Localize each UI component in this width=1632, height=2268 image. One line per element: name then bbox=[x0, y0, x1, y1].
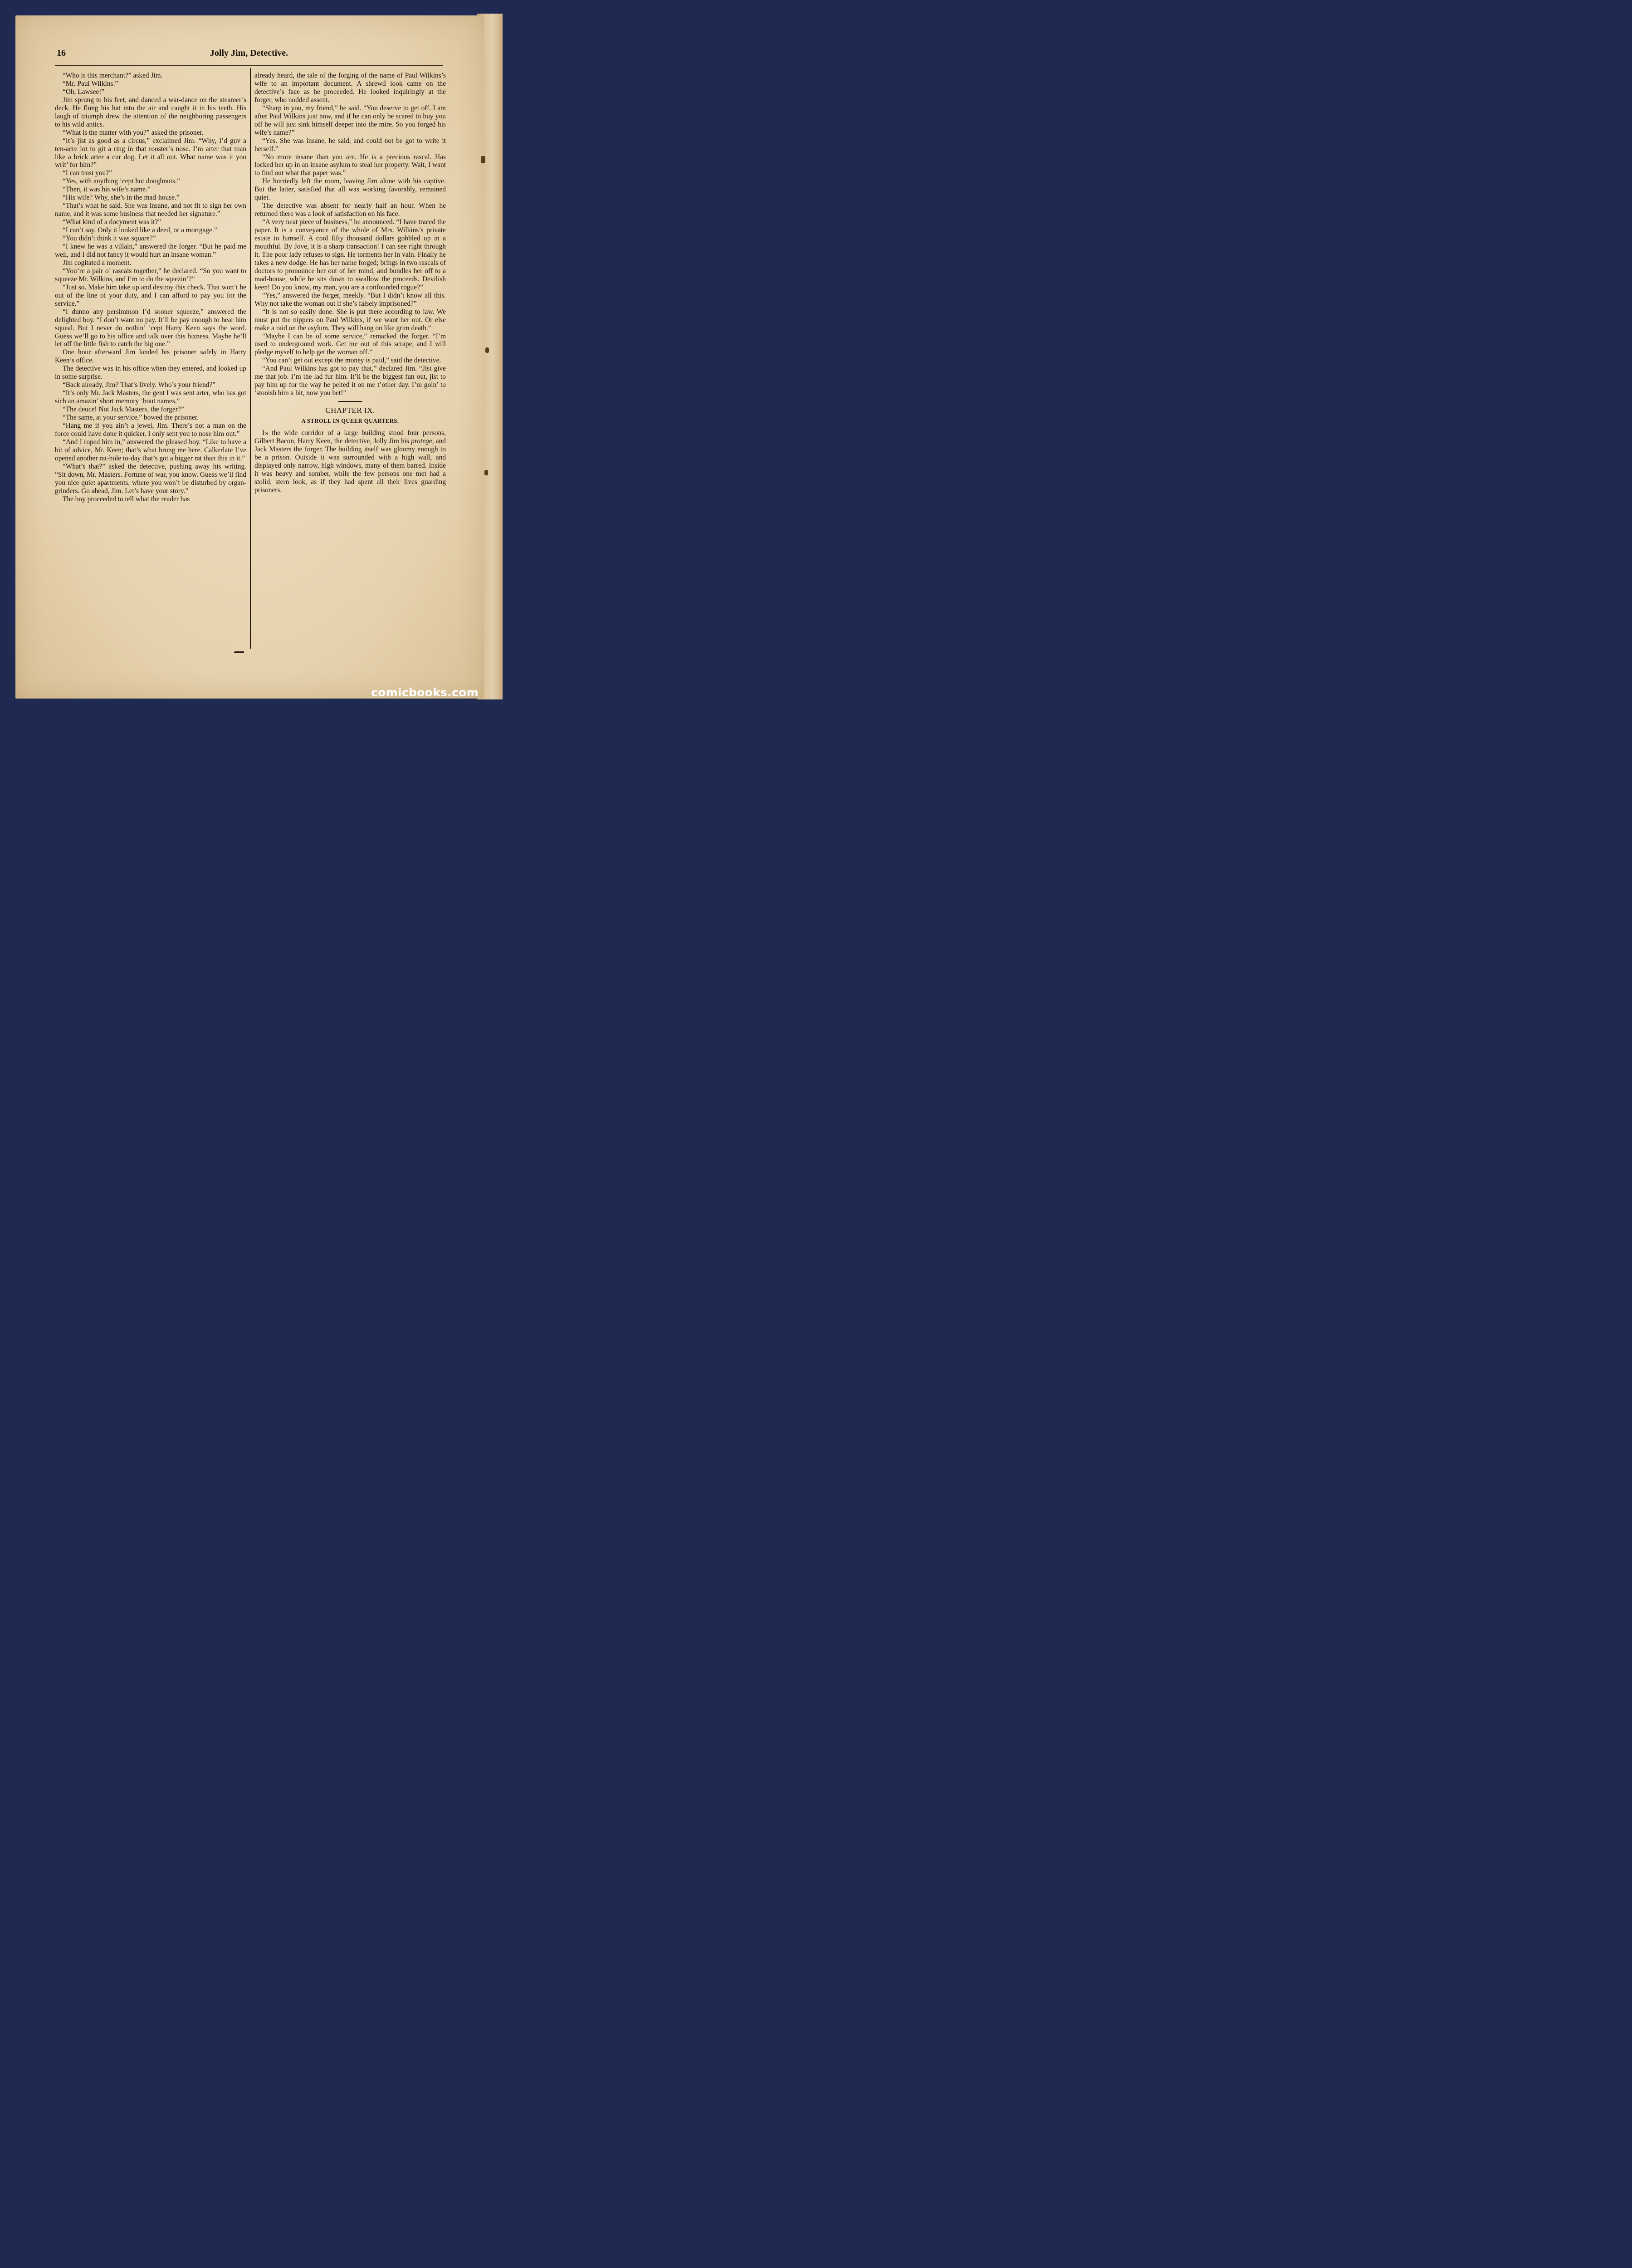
page-header bbox=[55, 47, 443, 61]
right-paragraphs bbox=[254, 72, 446, 397]
paragraph: “I can trust you?” bbox=[62, 169, 112, 177]
paragraph: “His wife? Why, she’s in the mad-house.” bbox=[62, 194, 180, 202]
paragraph: “Yes,” answered the forger, meekly. “But I didn’t know all this. Why not take the woman out if she’s falsely imprisoned?” bbox=[254, 291, 446, 308]
printer-mark bbox=[234, 651, 244, 653]
paragraph: “What is the matter with you?” asked the prisoner. bbox=[62, 128, 204, 137]
chapter-title: CHAPTER IX. bbox=[325, 406, 375, 415]
paragraph: “I can’t say. Only it looked like a deed, or a mortgage.” bbox=[62, 226, 217, 235]
paragraph: Jim cogitated a moment. bbox=[62, 259, 132, 267]
header-rule bbox=[55, 65, 443, 66]
binding-hole bbox=[484, 470, 488, 475]
paragraph: “No more insane than you are. He is a precious rascal. Has locked her up in an insane asylum to steal her property. Wait, I want to find out what that paper was.” bbox=[254, 153, 446, 177]
closing-text: , and Jack Masters the forger. The building itself was gloomy enough to be a prison. Outside it was surrounded with a high wall, and displayed only narrow, high windows, many of them barred. Inside it was heavy and somber, while the few persons one met had a stolid, stern look, as if they had spent all their lives guarding prisoners. bbox=[254, 437, 446, 494]
paragraph: “It’s only Mr. Jack Masters, the gent I was sent arter, who has got sich an amazin’ short memory ’bout names.” bbox=[55, 389, 246, 406]
paragraph: “Then, it was his wife’s name.” bbox=[62, 186, 151, 194]
paragraph: “That’s what he said. She was insane, and not fit to sign her own name, and it was some business that needed her signature.” bbox=[55, 202, 246, 218]
paragraph: “A very neat piece of business,” he announced. “I have traced the paper. It is a conveyance of the whole of Mrs. Wilkins’s private estate to himself. A cool fifty thousand dollars gobbled up in a mouthful. By Jove, it is a sharp transaction! I can see right through it. The poor lady refuses to sign. He torments her in vain. Finally he takes a new dodge. He has her name forged; brings in two rascals of doctors to pronounce her out of her mind, and bundles her off to a mad-house, while he sits down to swallow the proceeds. Devilish keen! Do you know, my man, you are a confounded rogue?” bbox=[254, 218, 446, 291]
column-divider bbox=[250, 68, 251, 649]
paragraph: “Who is this merchant?” asked Jim. bbox=[62, 72, 163, 79]
paragraph: “Oh, Lawsee!” bbox=[62, 88, 105, 96]
paragraph: “Back already, Jim? That’s lively. Who’s your friend?” bbox=[62, 381, 216, 389]
page-number: 16 bbox=[57, 48, 66, 58]
watermark: comicbooks.com bbox=[371, 686, 479, 699]
paragraph: already heard, the tale of the forging of the name of Paul Wilkins’s wife to an important document. A shrewd look came on the detective’s face as he proceeded. He looked inquiringly at the forger, who nodded assent. bbox=[254, 72, 446, 104]
italic-word: protege bbox=[411, 437, 432, 445]
chapter-subtitle: A STROLL IN QUEER QUARTERS. bbox=[301, 418, 399, 425]
paragraph: The detective was in his office when they entered, and looked up in some surprise. bbox=[55, 365, 246, 381]
opening-word: In bbox=[262, 429, 269, 437]
paragraph: “The deuce! Not Jack Masters, the forger?” bbox=[62, 406, 184, 414]
chapter-opening-paragraph bbox=[254, 429, 446, 494]
paragraph: “I knew he was a villain,” answered the forger. “But he paid me well, and I did not fancy it would hurt an insane woman.” bbox=[55, 243, 246, 259]
paragraph: “What kind of a docyment was it?” bbox=[62, 218, 161, 226]
paragraph: “It’s jist as good as a circus,” exclaimed Jim. “Why, I’d guv a ten-acre lot to git a ring in that rooster’s nose. I’m arter that man like a brick arter a cur dog. Let it all out. What name was it you writ’ for him?” bbox=[55, 137, 246, 169]
right-column bbox=[254, 72, 446, 494]
paragraph: “Mr. Paul Wilkins.” bbox=[62, 79, 118, 88]
section-separator bbox=[338, 401, 362, 402]
running-title: Jolly Jim, Detective. bbox=[210, 48, 288, 58]
paragraph: “Maybe I can be of some service,” remarked the forger. “I’m used to underground work. Get me out of this scrape, and I will pledge myself to help get the woman off.” bbox=[254, 332, 446, 357]
scanned-page-photo bbox=[0, 0, 503, 711]
paragraph: “What’s that?” asked the detective, pushing away his writing. “Sit down, Mr. Masters. Fortune of war, you know. Guess we’ll find you nice quiet apartments, where you won’t be disturbed by organ-grinders. Go ahead, Jim. Let’s have your story.” bbox=[55, 462, 246, 495]
paragraph: “Sharp in you, my friend,” he said. “You deserve to get off. I am after Paul Wilkins just now, and if he can only be scared to buy you off he will just sink himself deeper into the mire. So you forged his wife’s name?” bbox=[254, 104, 446, 137]
paragraph: “Yes. She was insane, he said, and could not be got to write it herself.” bbox=[254, 137, 446, 153]
opening-text: the wide corridor of a large building stood four persons, Gilbert Bacon, Harry Keen, the detective, Jolly Jim his bbox=[254, 429, 446, 445]
paragraph: The detective was absent for nearly half an hour. When he returned there was a look of satisfaction on his face. bbox=[254, 202, 446, 218]
binding-hole bbox=[481, 156, 485, 163]
paragraph: “Just so. Make him take up and destroy this check. That won’t be out of the line of your duty, and I can afford to pay you for the service.” bbox=[55, 283, 246, 308]
binding-hole bbox=[485, 347, 489, 353]
paragraph: Jim sprung to his feet, and danced a war-dance on the steamer’s deck. He flung his hat into the air and caught it in his teeth. His laugh of triumph drew the attention of the neighboring passengers to his wild antics. bbox=[55, 96, 246, 128]
paragraph: “You didn’t think it was square?” bbox=[62, 235, 156, 243]
paragraph: “The same, at your service,” bowed the prisoner. bbox=[62, 414, 199, 422]
paragraph: “And I roped him in,” answered the pleased boy. “Like to have a bit of advice, Mr. Keen; that’s what brung me here. Calkerlate I’ve opened another rat-hole to-day that’s got a bigger rat than this in it.” bbox=[55, 438, 246, 462]
paragraph: “I dunno any persimmon I’d sooner squeeze,” answered the delighted boy. “I don’t want no pay. It’ll be pay enough to hear him squeal. But I never do nothin’ ’cept Harry Keen says the word. Guess we’ll go to his office and talk over this bizness. Maybe he’ll let off the little fish to catch the big one.” bbox=[55, 308, 246, 348]
paragraph: The boy proceeded to tell what the reader has bbox=[62, 495, 190, 503]
paragraph: “You’re a pair o’ rascals together,” he declared. “So you want to squeeze Mr. Wilkins, and I’m to do the sqeezin’?” bbox=[55, 267, 246, 283]
paragraph: “You can’t get out except the money is paid,” said the detective. bbox=[262, 357, 441, 365]
paragraph: “And Paul Wilkins has got to pay that,” declared Jim. “Jist give me that job. I’m the lad fur him. It’ll be the biggest fun out, jist to pay him up for the way he pelted it on me t’other day. I’m goin’ to ’stonish him a bit, now you bet!” bbox=[254, 365, 446, 397]
paragraph: “It is not so easily done. She is put there according to law. We must put the nippers on Paul Wilkins, if we want her out. Or else make a raid on the asylum. They will hang on like grim death.” bbox=[254, 308, 446, 332]
paragraph: “Yes, with anything ’cept hot doughnuts.” bbox=[62, 177, 180, 186]
paragraph: He hurriedly left the room, leaving Jim alone with his captive. But the latter, satisfied that all was working favorably, remained quiet. bbox=[254, 177, 446, 202]
left-column bbox=[55, 72, 246, 503]
paragraph: “Hang me if you ain’t a jewel, Jim. There’s not a man on the force could have done it quicker. I only sent you to nose him out.” bbox=[55, 421, 246, 438]
paragraph: One hour afterward Jim landed his prisoner safely in Harry Keen’s office. bbox=[55, 348, 246, 365]
